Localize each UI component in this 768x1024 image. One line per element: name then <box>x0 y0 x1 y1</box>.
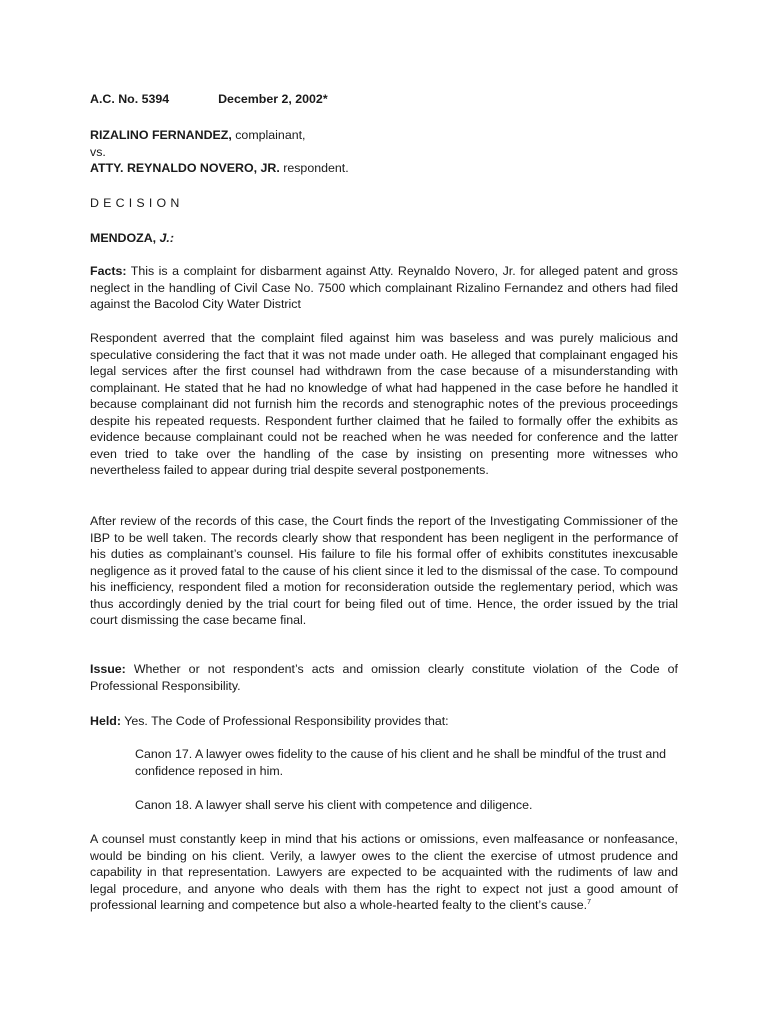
facts-text: This is a complaint for disbarment against Atty. Reynaldo Novero, Jr. for alleged patent and gross neglect in the handling of Civil Case No. 7500 which complainant Rizalino Fernandez and others had filed against the Bacolod City Water District <box>90 264 678 311</box>
case-date: December 2, 2002* <box>218 92 328 106</box>
respondent-line <box>90 160 678 177</box>
respondent-averment-paragraph: Respondent averred that the complaint filed against him was baseless and was purely malicious and speculative considering the fact that it was not made under oath. He alleged that complainant engaged his legal services after the first counsel had withdrawn from the case because of a misunderstanding with complainant. He stated that he had no knowledge of what had happened in the case before he handled it because complainant did not furnish him the records and stenographic notes of the previous proceedings despite his repeated requests. Respondent further claimed that he failed to formally offer the exhibits as evidence because complainant could not be reached when he was needed for conference and the latter even tried to take over the handling of the case by insisting on presenting more witnesses who nevertheless failed to appear during trial despite several postponements. <box>90 331 678 477</box>
parties-block <box>90 127 678 177</box>
held-label: Held: <box>90 714 121 728</box>
court-review-paragraph: After review of the records of this case, the Court finds the report of the Investigating Commissioner of the IBP to be well taken. The records clearly show that respondent has been negligent in the performance of his duties as complainant’s counsel. His failure to file his formal offer of exhibits constitutes inexcusable negligence as it proved fatal to the cause of his client since it led to the dismissal of the case. To compound his inefficiency, respondent filed a motion for reconsideration outside the reglementary period, which was thus accordingly denied by the trial court for being filed out of time. Hence, the order issued by the trial court dismissing the case became final. <box>90 514 678 627</box>
counsel-duty-paragraph <box>90 831 678 914</box>
respondent-name: ATTY. REYNALDO NOVERO, JR. <box>90 161 280 175</box>
facts-label: Facts: <box>90 264 127 278</box>
case-number: A.C. No. 5394 <box>90 92 170 106</box>
held-paragraph <box>90 713 678 730</box>
facts-paragraph <box>90 263 678 313</box>
issue-label: Issue: <box>90 662 126 676</box>
canon-17-quote: Canon 17. A lawyer owes fidelity to the cause of his client and he shall be mindful of the trust and confidence reposed in him. <box>135 747 667 778</box>
complainant-role: complainant, <box>231 128 306 142</box>
complainant-line <box>90 127 678 144</box>
decision-heading: DECISION <box>90 196 184 210</box>
case-header <box>90 91 678 108</box>
canon-18-quote: Canon 18. A lawyer shall serve his client with competence and diligence. <box>135 798 533 812</box>
ponente-line <box>90 230 678 247</box>
counsel-duty-text: A counsel must constantly keep in mind that his actions or omissions, even malfeasance or nonfeasance, would be binding on his client. Verily, a lawyer owes to the client the exercise of utmost prudence and capability in that representation. Lawyers are expected to be acquainted with the rudiments of law and legal procedure, and anyone who deals with them has the right to expect not just a good amount of professional learning and competence but also a whole-hearted fealty to the client’s cause. <box>90 832 678 912</box>
footnote-reference[interactable]: 7 <box>587 898 591 906</box>
complainant-name: RIZALINO FERNANDEZ, <box>90 128 232 142</box>
issue-paragraph <box>90 661 678 694</box>
ponente-name: MENDOZA, <box>90 231 157 245</box>
ponente-title: J.: <box>156 231 174 245</box>
held-text: Yes. The Code of Professional Responsibility provides that: <box>120 714 449 728</box>
respondent-role: respondent. <box>279 161 349 175</box>
versus-line: vs. <box>90 144 106 159</box>
issue-text: Whether or not respondent’s acts and omission clearly constitute violation of the Code of Professional Responsibility. <box>90 662 678 693</box>
